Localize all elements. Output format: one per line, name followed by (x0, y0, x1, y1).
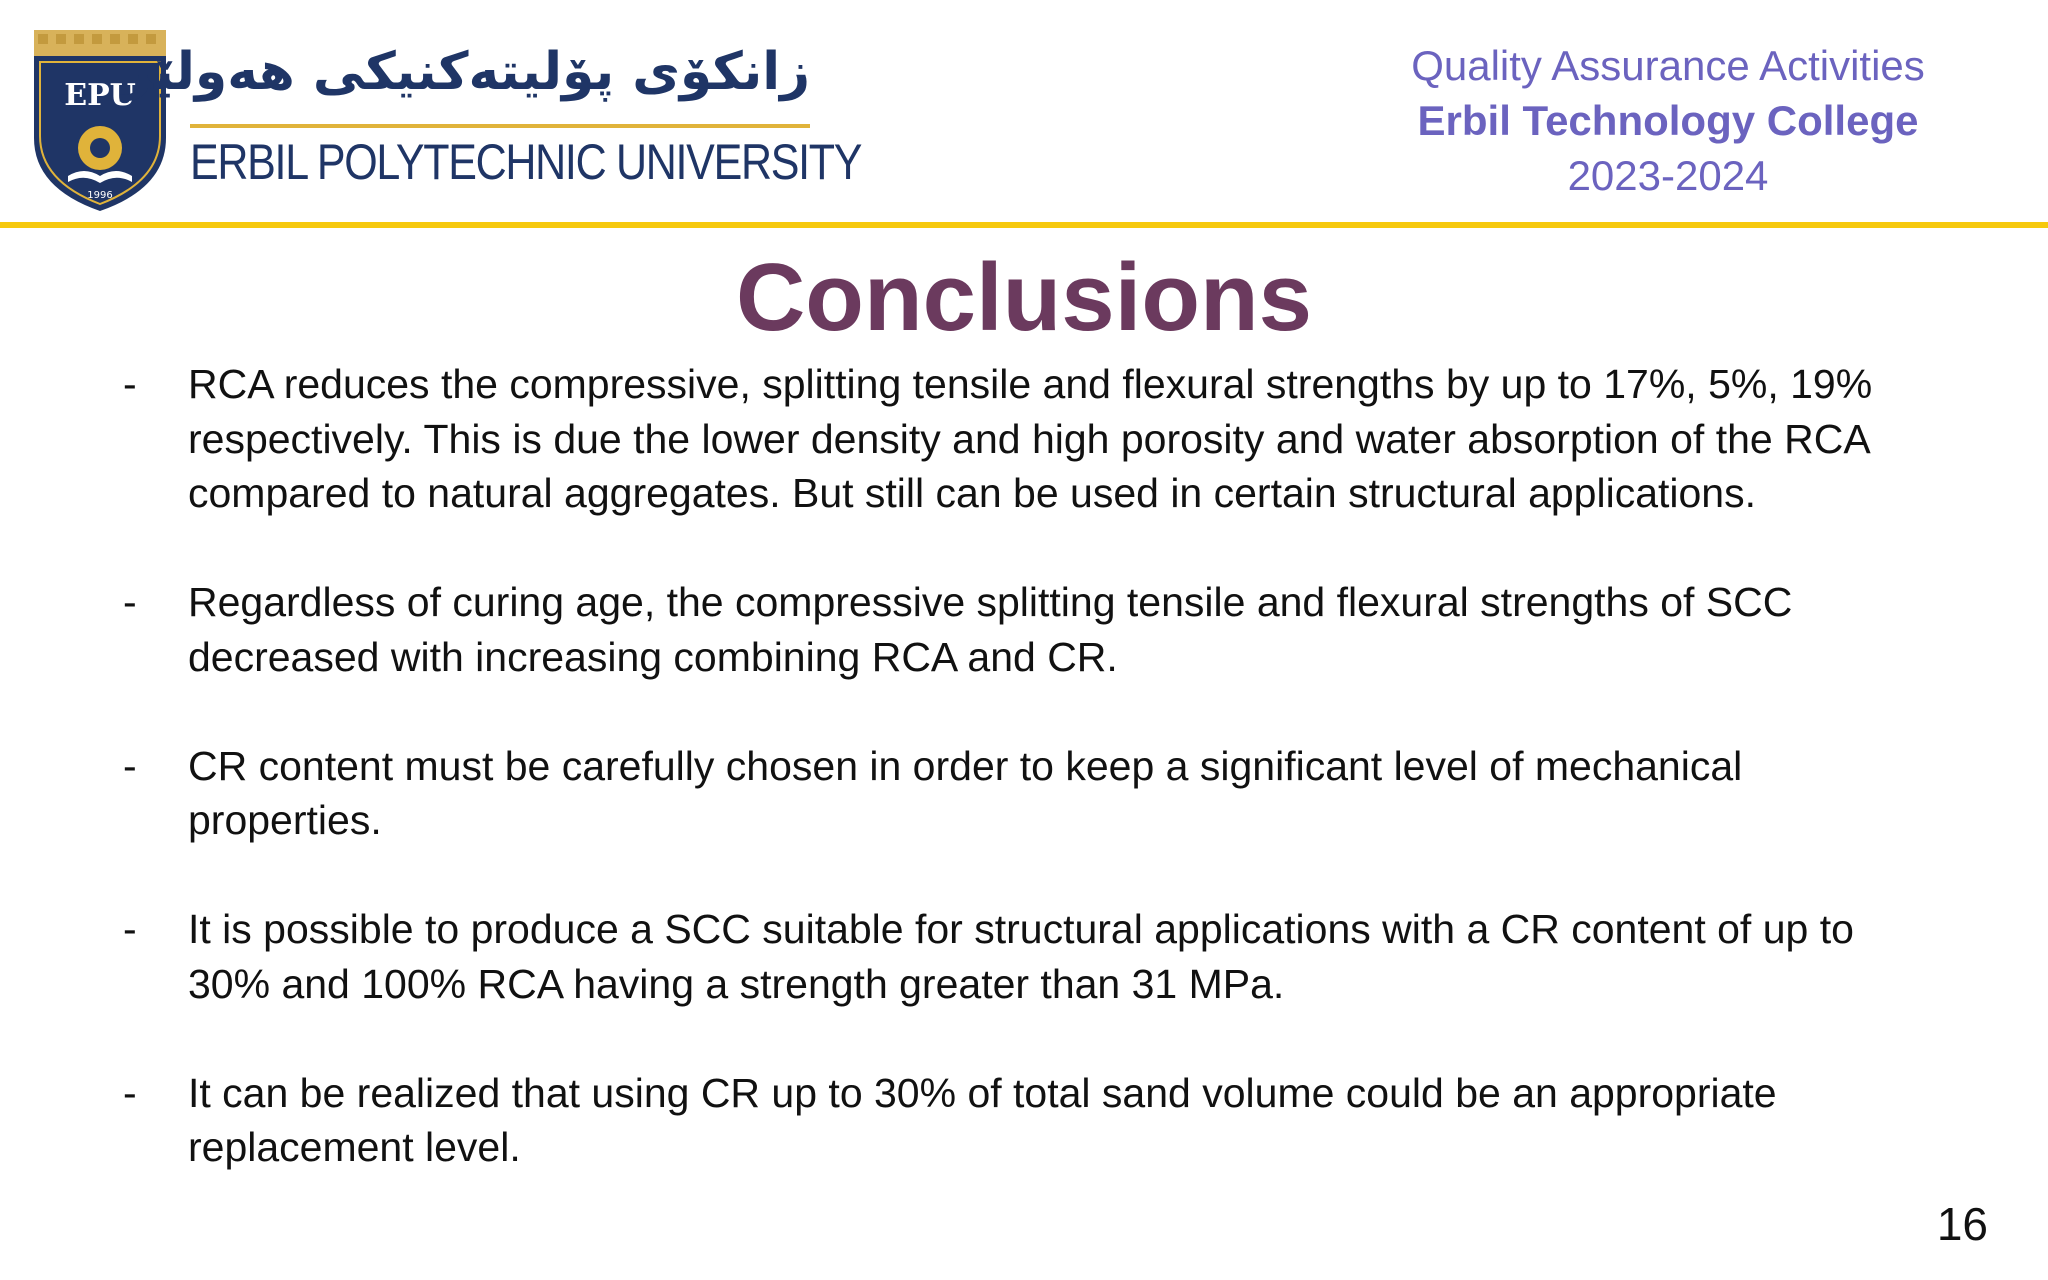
bullet-marker: - (123, 579, 137, 625)
conclusion-list (118, 357, 1918, 1229)
header-line-quality: Quality Assurance Activities (1411, 42, 1925, 89)
bullet-marker: - (123, 742, 137, 789)
logo-english-name: ERBIL POLYTECHNIC UNIVERSITY (190, 134, 862, 190)
header-divider (0, 222, 2048, 228)
conclusion-text: It is possible to produce a SCC suitable for structural applications with a CR content of up to 30% and 100% RCA having a strength greater than 31 MPa. (188, 906, 1854, 1007)
logo-abbr: EPU (64, 78, 136, 113)
conclusion-item (118, 1066, 1918, 1175)
conclusion-item (118, 357, 1918, 521)
conclusion-item (118, 739, 1918, 848)
header-info (1348, 38, 1988, 203)
logo-kurdish-name: زانکۆی پۆلیتەکنیکی هەولێر (121, 42, 810, 102)
university-logo (30, 28, 862, 213)
conclusion-text: Regardless of curing age, the compressive splitting tensile and flexural strengths of SCC decreased with increasing combining RCA and CR. (188, 579, 1793, 680)
header-line-college: Erbil Technology College (1417, 97, 1919, 144)
page-number: 16 (1936, 1198, 1988, 1250)
slide-title: Conclusions (735, 244, 1313, 351)
conclusion-item (118, 575, 1918, 684)
conclusion-item (118, 902, 1918, 1011)
bullet-marker: - (123, 1069, 137, 1116)
logo-year: 1996 (87, 190, 113, 201)
slide-header (0, 0, 2048, 222)
conclusion-text: It can be realized that using CR up to 30% of total sand volume could be an appropriate replacement level. (188, 1069, 1777, 1170)
bullet-marker: - (123, 361, 137, 407)
logo-divider (190, 124, 810, 128)
conclusion-text: CR content must be carefully chosen in order to keep a significant level of mechanical properties. (188, 742, 1743, 843)
bullet-marker: - (123, 906, 137, 952)
conclusion-text: RCA reduces the compressive, splitting tensile and flexural strengths by up to 17%, 5%, 19% respectively. This is due the lower density and high porosity and water absorption of the RCA compared to natural aggregates. But still can be used in certain structural applications. (188, 361, 1873, 516)
header-line-year: 2023-2024 (1567, 152, 1769, 199)
